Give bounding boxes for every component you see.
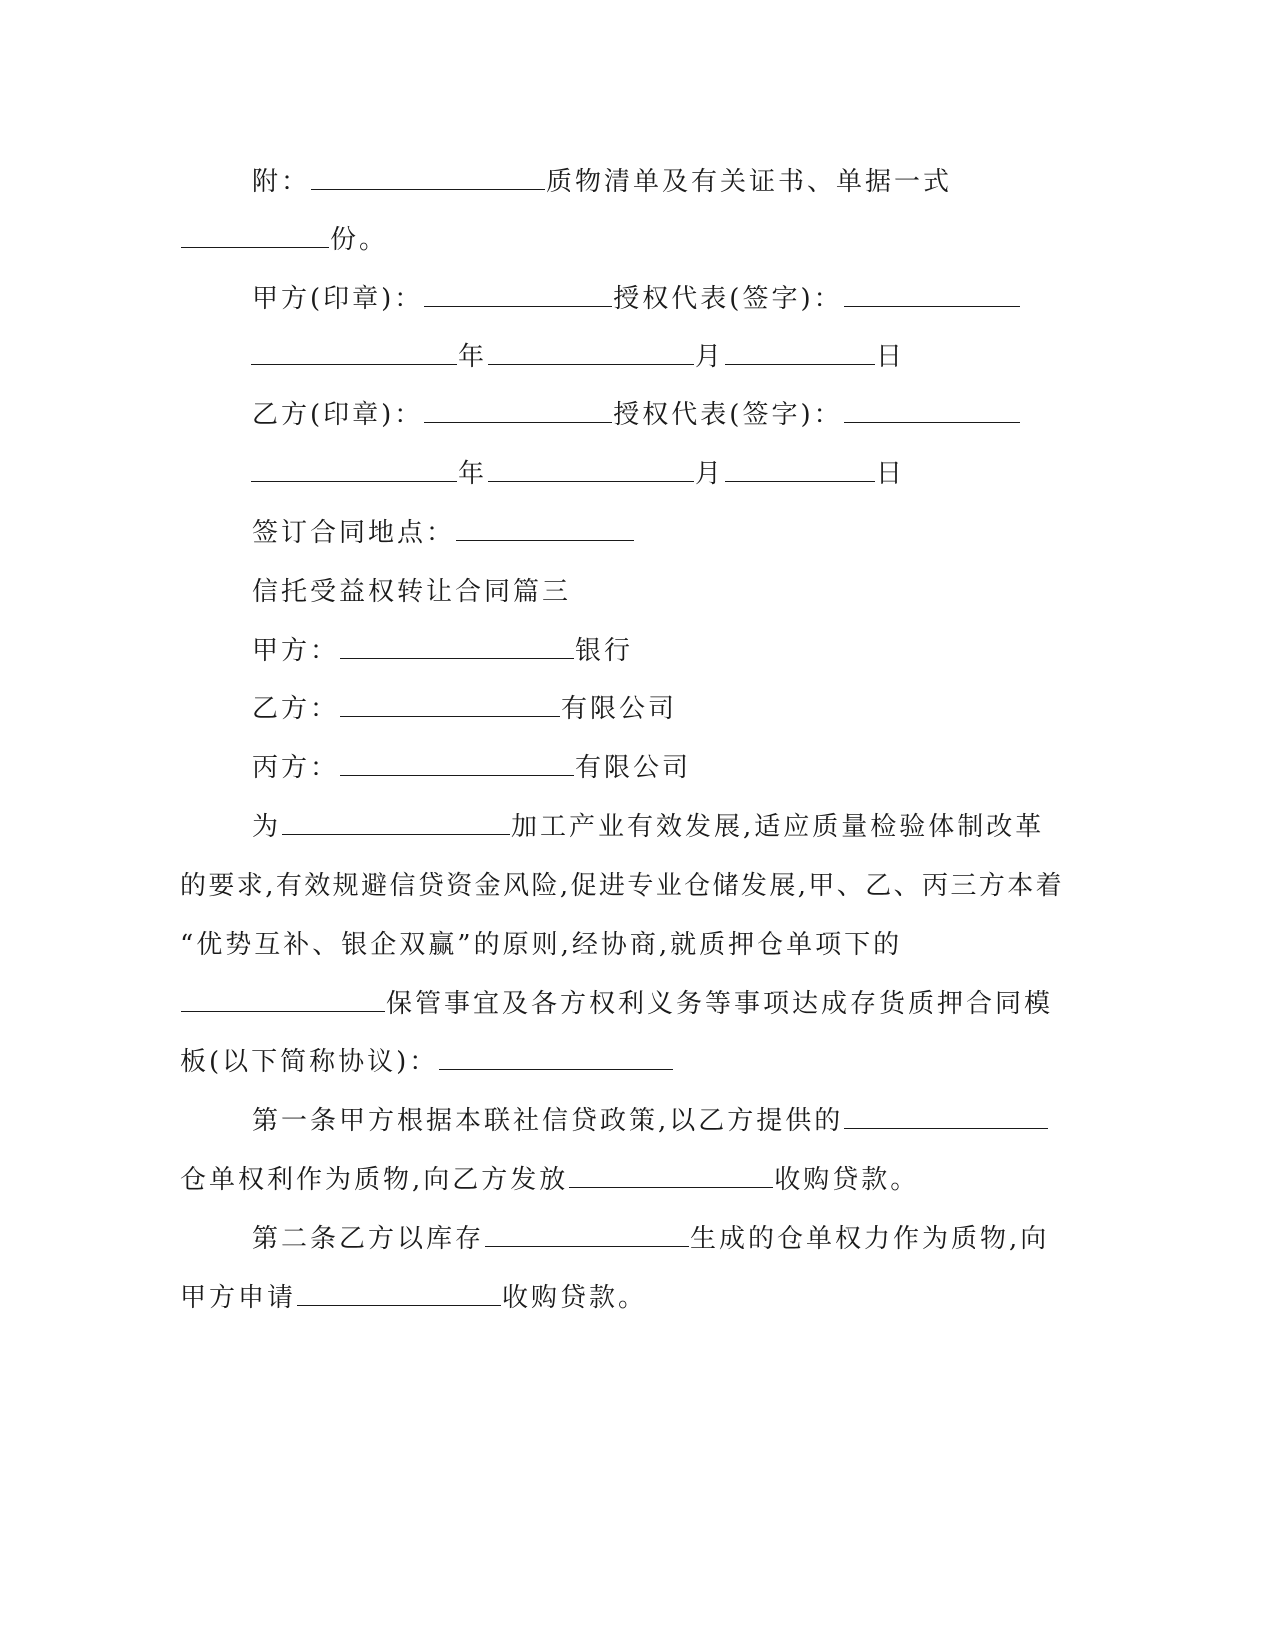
text-segment: 收购贷款。 xyxy=(502,1283,648,1313)
text-segment: 授权代表(签字)： xyxy=(613,284,843,314)
text-segment: 乙方(印章)： xyxy=(252,400,424,430)
text-segment: 丙方： xyxy=(252,753,340,783)
party-b-seal-line xyxy=(252,398,1021,432)
party-a-date-line xyxy=(250,340,905,374)
paragraph-line xyxy=(180,987,1053,1021)
fill-blank xyxy=(844,1104,1048,1129)
party-b-date-line xyxy=(250,457,905,491)
text-segment: 第一条甲方根据本联社信贷政策,以乙方提供的 xyxy=(252,1106,844,1136)
fill-blank xyxy=(340,751,574,776)
fill-blank xyxy=(725,340,875,365)
article-two-cont-line xyxy=(180,1281,647,1315)
fill-blank xyxy=(844,398,1020,423)
text-segment: 月 xyxy=(695,342,725,372)
section-title xyxy=(252,575,571,609)
fill-blank xyxy=(439,1045,673,1070)
fill-blank xyxy=(340,634,574,659)
text-segment: 年 xyxy=(458,459,488,489)
text-segment: 授权代表(签字)： xyxy=(613,400,843,430)
text-segment: 为 xyxy=(252,812,282,842)
fill-blank xyxy=(251,340,457,365)
text-segment: 信托受益权转让合同篇三 xyxy=(252,577,572,607)
text-segment: 质物清单及有关证书、单据一式 xyxy=(546,167,953,197)
text-segment: 份。 xyxy=(330,225,389,255)
paragraph-line xyxy=(180,1045,674,1079)
party-a-seal-line xyxy=(252,282,1021,316)
text-segment: 第二条乙方以库存 xyxy=(252,1224,485,1254)
paragraph-line xyxy=(180,928,902,962)
text-segment: 甲方申请 xyxy=(180,1283,297,1313)
article-two-line xyxy=(252,1222,1049,1256)
fill-blank xyxy=(424,398,612,423)
fill-blank xyxy=(297,1281,501,1306)
text-segment: 签订合同地点： xyxy=(252,518,456,548)
text-segment: 有限公司 xyxy=(561,694,678,724)
attachment-line xyxy=(252,165,952,199)
text-segment: 日 xyxy=(876,342,906,372)
text-segment: 收购贷款。 xyxy=(774,1165,920,1195)
text-segment: 板(以下简称协议)： xyxy=(180,1047,439,1077)
text-segment: 有限公司 xyxy=(575,753,692,783)
fill-blank xyxy=(424,282,612,307)
text-segment: 甲方： xyxy=(252,636,340,666)
text-segment: 年 xyxy=(458,342,488,372)
party-b-line xyxy=(252,692,677,726)
party-a-line xyxy=(252,634,633,668)
party-c-line xyxy=(252,751,691,785)
fill-blank xyxy=(485,1222,689,1247)
paragraph-line xyxy=(180,869,1064,903)
fill-blank xyxy=(725,457,875,482)
text-segment: “优势互补、银企双赢”的原则,经协商,就质押仓单项下的 xyxy=(180,930,903,960)
copies-line xyxy=(180,223,388,257)
article-one-line xyxy=(252,1104,1049,1138)
paragraph-line xyxy=(252,810,1044,844)
article-one-cont-line xyxy=(180,1163,919,1197)
text-segment: 的要求,有效规避信贷资金风险,促进专业仓储发展,甲、乙、丙三方本着 xyxy=(180,871,1064,901)
text-segment: 保管事宜及各方权利义务等事项达成存货质押合同模 xyxy=(386,989,1054,1019)
text-segment: 加工产业有效发展,适应质量检验体制改革 xyxy=(511,812,1045,842)
text-segment: 银行 xyxy=(575,636,634,666)
fill-blank xyxy=(181,987,385,1012)
fill-blank xyxy=(311,165,545,190)
text-segment: 附： xyxy=(252,167,311,197)
fill-blank xyxy=(282,810,510,835)
fill-blank xyxy=(340,692,560,717)
text-segment: 生成的仓单权力作为质物,向 xyxy=(690,1224,1050,1254)
text-segment: 日 xyxy=(876,459,906,489)
text-segment: 乙方： xyxy=(252,694,340,724)
fill-blank xyxy=(488,457,694,482)
text-segment: 甲方(印章)： xyxy=(252,284,424,314)
signing-place-line xyxy=(252,516,635,550)
text-segment: 仓单权利作为质物,向乙方发放 xyxy=(180,1165,569,1195)
fill-blank xyxy=(456,516,634,541)
fill-blank xyxy=(488,340,694,365)
fill-blank xyxy=(251,457,457,482)
fill-blank xyxy=(569,1163,773,1188)
text-segment: 月 xyxy=(695,459,725,489)
fill-blank xyxy=(181,223,329,248)
fill-blank xyxy=(844,282,1020,307)
